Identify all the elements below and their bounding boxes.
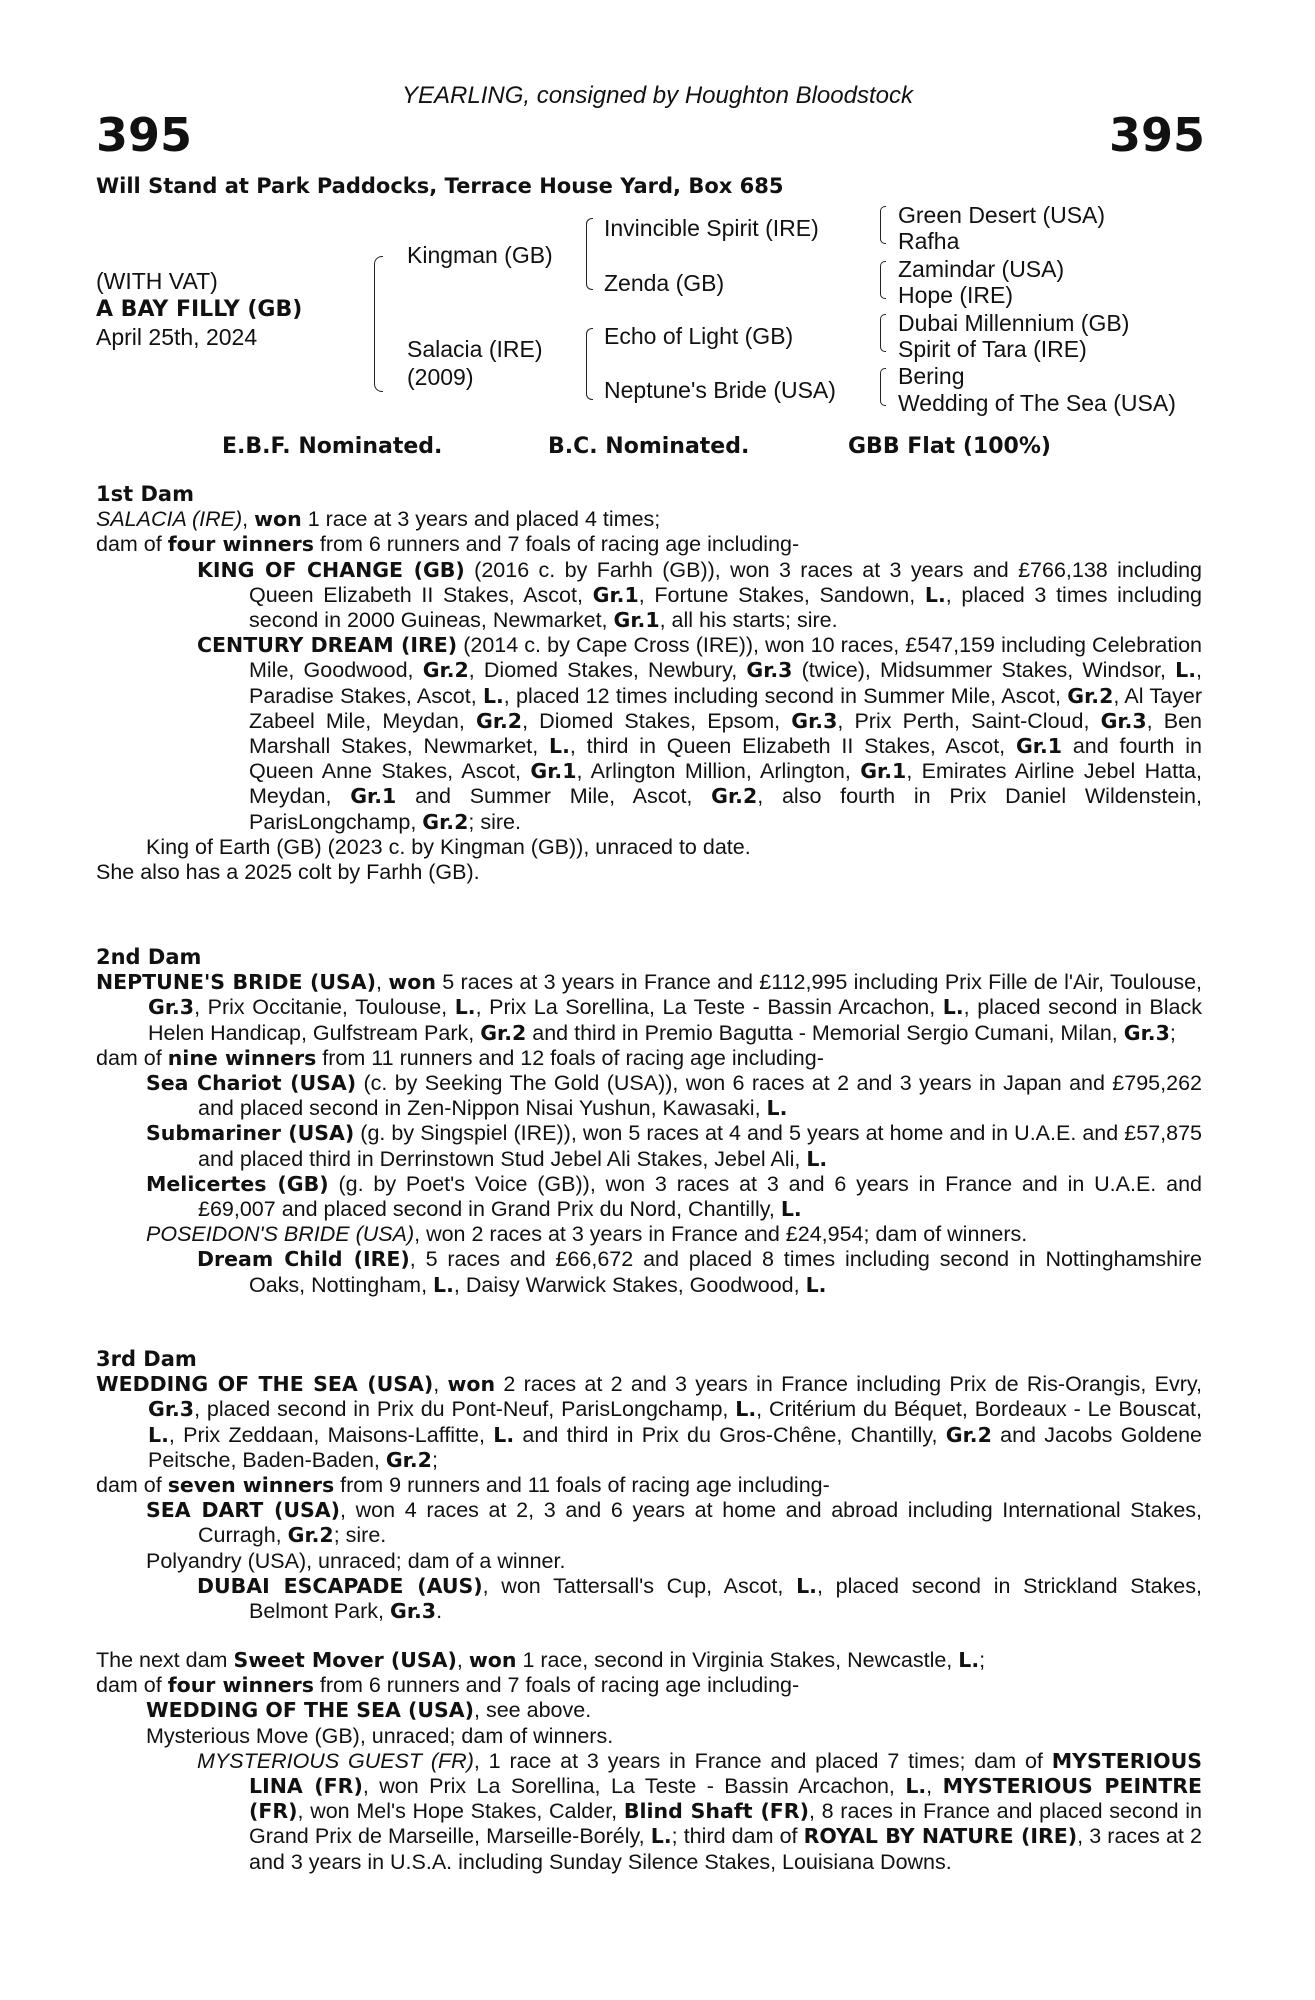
grade: Gr.3: [148, 995, 195, 1020]
text: ;: [1169, 1020, 1176, 1045]
text: ; sire.: [468, 809, 521, 834]
stand-location: Will Stand at Park Paddocks, Terrace House Yard, Box 685: [96, 174, 784, 198]
text: , Prix La Sorellina, La Teste - Bassin Arcachon,: [475, 995, 943, 1020]
dam-summary: [96, 507, 1202, 532]
text: , Fortune Stakes, Sandown,: [638, 582, 925, 607]
text: (2016 c. by Farhh (GB)), won 3 races at 3 years and £766,138 including Queen Elizabeth II Stakes, Ascot,: [249, 557, 1202, 607]
sire-name: Kingman (GB): [407, 242, 553, 268]
grade: Gr.3: [746, 658, 793, 683]
horse-name: Blind Shaft (FR): [623, 1799, 809, 1824]
grandsire-7: Bering: [898, 363, 965, 389]
horse-name: NEPTUNE'S BRIDE (USA): [96, 970, 377, 995]
text: dam of: [96, 1473, 168, 1498]
text: , third in Queen Elizabeth II Stakes, Ascot,: [569, 734, 1016, 759]
foaling-date: April 25th, 2024: [96, 324, 258, 350]
horse-name: Dream Child (IRE): [197, 1247, 410, 1272]
grade: L.: [806, 1146, 828, 1171]
grade: Gr.2: [711, 784, 758, 809]
dam-name: Salacia (IRE): [407, 336, 543, 362]
granddam-4: Hope (IRE): [898, 282, 1014, 308]
horse-name: ROYAL BY NATURE (IRE): [803, 1824, 1078, 1849]
sire-sire: Invincible Spirit (IRE): [604, 215, 819, 241]
text: , placed second in Prix du Pont-Neuf, ParisLongchamp,: [194, 1397, 736, 1422]
text: , won Tattersall's Cup, Ascot,: [482, 1573, 797, 1598]
grade: L.: [796, 1573, 817, 1598]
pedigree-bracket-g1: [880, 206, 886, 244]
text: 1 race at 3 years and placed 4 times;: [301, 507, 661, 532]
grade: Gr.3: [148, 1397, 195, 1422]
horse-name: Submariner (USA): [146, 1121, 355, 1146]
grade: Gr.2: [1067, 683, 1114, 708]
text: , placed second in Black Helen Handicap, Gulfstream Park,: [148, 995, 1202, 1045]
horse-name: MYSTERIOUS LINA (FR): [249, 1748, 1202, 1799]
grade: Gr.2: [422, 809, 469, 834]
text: and Jacobs Goldene Peitsche, Baden-Baden,: [148, 1422, 1203, 1472]
text: , Diomed Stakes, Newbury,: [468, 658, 747, 683]
text: , Prix Perth, Saint-Cloud,: [837, 708, 1101, 733]
text: ,: [433, 1372, 448, 1397]
grade: L.: [1175, 658, 1197, 683]
dam-dam: Neptune's Bride (USA): [604, 377, 836, 403]
grade: L.: [454, 995, 476, 1020]
pedigree-bracket-dam: [586, 328, 593, 400]
grade: Gr.2: [945, 1422, 992, 1447]
dam-sire: Echo of Light (GB): [604, 323, 794, 349]
horse-name: Melicertes (GB): [146, 1171, 329, 1196]
grade: Gr.2: [385, 1447, 432, 1472]
text: , all his starts; sire.: [659, 608, 838, 633]
grade: L.: [766, 1096, 788, 1121]
horse-name: MYSTERIOUS GUEST (FR): [197, 1748, 474, 1773]
grandsire-1: Green Desert (USA): [898, 202, 1106, 228]
grade: Gr.1: [860, 759, 907, 784]
horse-name: Sweet Mover (USA): [233, 1648, 457, 1672]
won-label: won: [388, 970, 436, 995]
horse-name: WEDDING OF THE SEA (USA): [96, 1372, 434, 1397]
horse-name: KING OF CHANGE (GB): [197, 557, 465, 582]
text: , Al Tayer Zabeel Mile, Meydan,: [249, 683, 1202, 733]
produce-entry: [96, 558, 1202, 634]
text: , 3 races at 2 and 3 years in U.S.A. including Sunday Silence Stakes, Louisiana Downs.: [249, 1824, 1202, 1874]
won-label: won: [447, 1372, 496, 1397]
horse-name: SEA DART (USA): [146, 1498, 341, 1523]
produce-entry: [96, 1574, 1202, 1624]
pedigree-bracket-g2: [880, 261, 886, 299]
won-label: won: [468, 1648, 517, 1672]
produce-entry: [96, 1172, 1202, 1222]
grade: Gr.1: [592, 582, 639, 607]
grade: Gr.1: [350, 784, 397, 809]
text: , Daisy Warwick Stakes, Goodwood,: [453, 1272, 806, 1297]
text: ,: [376, 970, 389, 995]
next-dam-section: [96, 1648, 1202, 1875]
grade: L.: [148, 1422, 169, 1447]
winners-count: four winners: [167, 532, 314, 557]
text: , won Prix La Sorellina, La Teste - Bassin Arcachon,: [362, 1774, 906, 1799]
grade: L.: [942, 995, 964, 1020]
text: from 6 runners and 7 foals of racing age including-: [313, 532, 800, 557]
produce-entry: [96, 1121, 1202, 1171]
grade: L.: [549, 734, 570, 759]
text: dam of: [96, 532, 168, 557]
text: (2014 c. by Cape Cross (IRE)), won 10 races, £547,159 including Celebration Mile, Goodwood,: [249, 633, 1202, 683]
text: , Prix Zeddaan, Maisons-Laffitte,: [168, 1422, 494, 1447]
text: ;: [431, 1447, 438, 1472]
grade: Gr.2: [480, 1020, 527, 1045]
produce-entry: Mysterious Move (GB), unraced; dam of winners.: [146, 1723, 614, 1748]
text: ,: [926, 1774, 943, 1799]
grade: L.: [735, 1397, 757, 1422]
produce-entry: [96, 1247, 1202, 1297]
text: (twice), Midsummer Stakes, Windsor,: [792, 658, 1176, 683]
section-heading: 2nd Dam: [96, 945, 202, 969]
text: .: [436, 1599, 443, 1624]
grade: Gr.2: [422, 658, 469, 683]
produce-entry: [96, 1222, 1202, 1247]
grade: Gr.3: [390, 1599, 437, 1624]
produce-entry: [96, 1749, 1202, 1875]
grade: Gr.2: [476, 708, 523, 733]
grade: L.: [805, 1272, 827, 1297]
text: and fourth in Queen Anne Stakes, Ascot,: [249, 734, 1202, 784]
produce-entry: [96, 633, 1202, 835]
text: (c. by Seeking The Gold (USA)), won 6 races at 2 and 3 years in Japan and £795,262 and placed second in Zen-Nippon Nisai Yushun, Kawasaki,: [198, 1071, 1202, 1121]
text: ; third dam of: [671, 1824, 804, 1849]
dam-summary: [96, 970, 1202, 1046]
horse-name: MYSTERIOUS PEINTRE (FR): [249, 1774, 1202, 1824]
grandsire-5: Dubai Millennium (GB): [898, 310, 1130, 336]
dam-year: (2009): [407, 364, 474, 390]
grade: Gr.1: [530, 759, 577, 784]
horse-name: POSEIDON'S BRIDE (USA): [146, 1222, 415, 1247]
produce-summary: [96, 532, 1202, 557]
text: and Summer Mile, Ascot,: [396, 784, 712, 809]
text: and third in Premio Bagutta - Memorial Sergio Cumani, Milan,: [526, 1020, 1124, 1045]
text: , also fourth in Prix Daniel Wildenstein, ParisLongchamp,: [249, 784, 1202, 834]
dam-summary: [96, 1648, 1202, 1673]
grade: L.: [433, 1272, 454, 1297]
text: ,: [456, 1648, 469, 1672]
consignment-line: YEARLING, consigned by Houghton Bloodstock: [402, 82, 913, 109]
winners-count: four winners: [167, 1673, 314, 1698]
lot-number-left: 395: [96, 108, 193, 162]
text: The next dam: [96, 1648, 234, 1672]
horse-name: Sea Chariot (USA): [146, 1071, 357, 1096]
grade: Gr.1: [613, 608, 660, 633]
first-dam-section: [96, 482, 1202, 885]
text: , Prix Occitanie, Toulouse,: [194, 995, 455, 1020]
grade: Gr.3: [791, 708, 838, 733]
horse-name: A BAY FILLY (GB): [96, 297, 303, 322]
grandsire-3: Zamindar (USA): [898, 256, 1065, 282]
text: , Emirates Airline Jebel Hatta, Meydan,: [249, 759, 1202, 809]
text: (g. by Poet's Voice (GB)), won 3 races at 3 and 6 years in France and in U.A.E. and £69,007 and placed second in Grand Prix du Nord, Chantilly,: [198, 1171, 1202, 1222]
produce-note: She also has a 2025 colt by Farhh (GB).: [96, 860, 480, 885]
section-heading: 3rd Dam: [96, 1347, 197, 1371]
text: (g. by Singspiel (IRE)), won 5 races at 4 and 5 years at home and in U.A.E. and £57,875 and placed third in Derrinstown Stud Jebel Ali Stakes, Jebel Ali,: [198, 1121, 1202, 1171]
text: , see above.: [474, 1698, 592, 1723]
winners-count: nine winners: [167, 1045, 317, 1070]
text: , Critérium du Béquet, Bordeaux - Le Bouscat,: [756, 1397, 1202, 1422]
section-heading: 1st Dam: [96, 482, 194, 506]
ebf-nomination: E.B.F. Nominated.: [222, 434, 443, 459]
lot-number-right: 395: [1108, 108, 1205, 162]
pedigree-bracket-main: [374, 256, 383, 392]
produce-entry: [96, 1698, 1202, 1723]
text: dam of: [96, 1045, 168, 1070]
text: from 6 runners and 7 foals of racing age including-: [313, 1673, 800, 1698]
text: dam of: [96, 1673, 168, 1698]
text: , placed 12 times including second in Summer Mile, Ascot,: [503, 683, 1068, 708]
horse-name: WEDDING OF THE SEA (USA): [146, 1698, 475, 1723]
winners-count: seven winners: [167, 1473, 335, 1498]
text: , Arlington Million, Arlington,: [576, 759, 861, 784]
bc-nomination: B.C. Nominated.: [548, 434, 750, 459]
text: , 8 races in France and placed second in Grand Prix de Marseille, Marseille-Borély,: [249, 1799, 1202, 1849]
pedigree-bracket-g3: [880, 314, 886, 352]
grade: L.: [482, 683, 504, 708]
third-dam-section: [96, 1347, 1202, 1624]
granddam-2: Rafha: [898, 228, 960, 254]
text: , Diomed Stakes, Epsom,: [522, 708, 792, 733]
text: , 1 race at 3 years in France and placed 7 times; dam of: [473, 1748, 1052, 1773]
text: 2 races at 2 and 3 years in France including Prix de Ris-Orangis, Evry,: [495, 1372, 1202, 1397]
text: , Ben Marshall Stakes, Newmarket,: [249, 708, 1203, 759]
gbb-flat: GBB Flat (100%): [848, 434, 1051, 459]
text: and third in Prix du Gros-Chêne, Chantilly,: [514, 1422, 946, 1447]
text: , placed second in Strickland Stakes, Belmont Park,: [249, 1573, 1202, 1624]
grade: L.: [780, 1197, 802, 1222]
text: 5 races at 3 years in France and £112,995 including Prix Fille de l'Air, Toulouse,: [435, 970, 1203, 995]
grade: Gr.3: [1100, 708, 1147, 733]
grade: L.: [905, 1774, 927, 1799]
granddam-8: Wedding of The Sea (USA): [898, 390, 1176, 416]
grade: L.: [924, 582, 946, 607]
produce-summary: [96, 1046, 1202, 1071]
produce-summary: [96, 1473, 1202, 1498]
text: , won Mel's Hope Stakes, Calder,: [297, 1799, 624, 1824]
horse-name: CENTURY DREAM (IRE): [197, 633, 458, 658]
text: ; sire.: [333, 1523, 387, 1548]
text: , Paradise Stakes, Ascot,: [249, 658, 1202, 708]
pedigree-bracket-g4: [880, 368, 886, 406]
text: , won 4 races at 2, 3 and 6 years at home and abroad including International Stakes, Curragh,: [198, 1498, 1202, 1548]
grade: Gr.1: [1015, 734, 1063, 759]
produce-summary: [96, 1673, 1202, 1698]
text: , 5 races and £66,672 and placed 8 times including second in Nottinghamshire Oaks, Nottingham,: [249, 1247, 1202, 1297]
produce-entry: [96, 1498, 1202, 1548]
text: from 9 runners and 11 foals of racing age including-: [334, 1473, 830, 1498]
grade: L.: [650, 1824, 672, 1849]
text: from 11 runners and 12 foals of racing age including-: [316, 1045, 824, 1070]
grade: Gr.3: [1123, 1020, 1170, 1045]
dam-name: SALACIA (IRE): [96, 507, 243, 532]
text: ,: [242, 507, 255, 532]
text: 1 race, second in Virginia Stakes, Newcastle,: [516, 1648, 959, 1672]
produce-entry: Polyandry (USA), unraced; dam of a winner.: [146, 1548, 566, 1573]
won-label: won: [254, 507, 302, 532]
grade: L.: [493, 1422, 515, 1447]
text: ;: [979, 1648, 986, 1672]
horse-name: DUBAI ESCAPADE (AUS): [197, 1573, 483, 1598]
grade: L.: [958, 1648, 980, 1672]
dam-summary: [96, 1372, 1202, 1473]
produce-entry: [96, 1071, 1202, 1121]
text: , placed 3 times including second in 2000 Guineas, Newmarket,: [249, 582, 1202, 633]
produce-entry: King of Earth (GB) (2023 c. by Kingman (GB)), unraced to date.: [146, 834, 751, 859]
text: , won 2 races at 3 years in France and £24,954; dam of winners.: [414, 1222, 1028, 1247]
grade: Gr.2: [287, 1523, 334, 1548]
vat-note: (WITH VAT): [96, 268, 218, 294]
second-dam-section: [96, 945, 1202, 1298]
pedigree-bracket-sire: [586, 218, 593, 290]
granddam-6: Spirit of Tara (IRE): [898, 336, 1087, 362]
sire-dam: Zenda (GB): [604, 270, 725, 296]
